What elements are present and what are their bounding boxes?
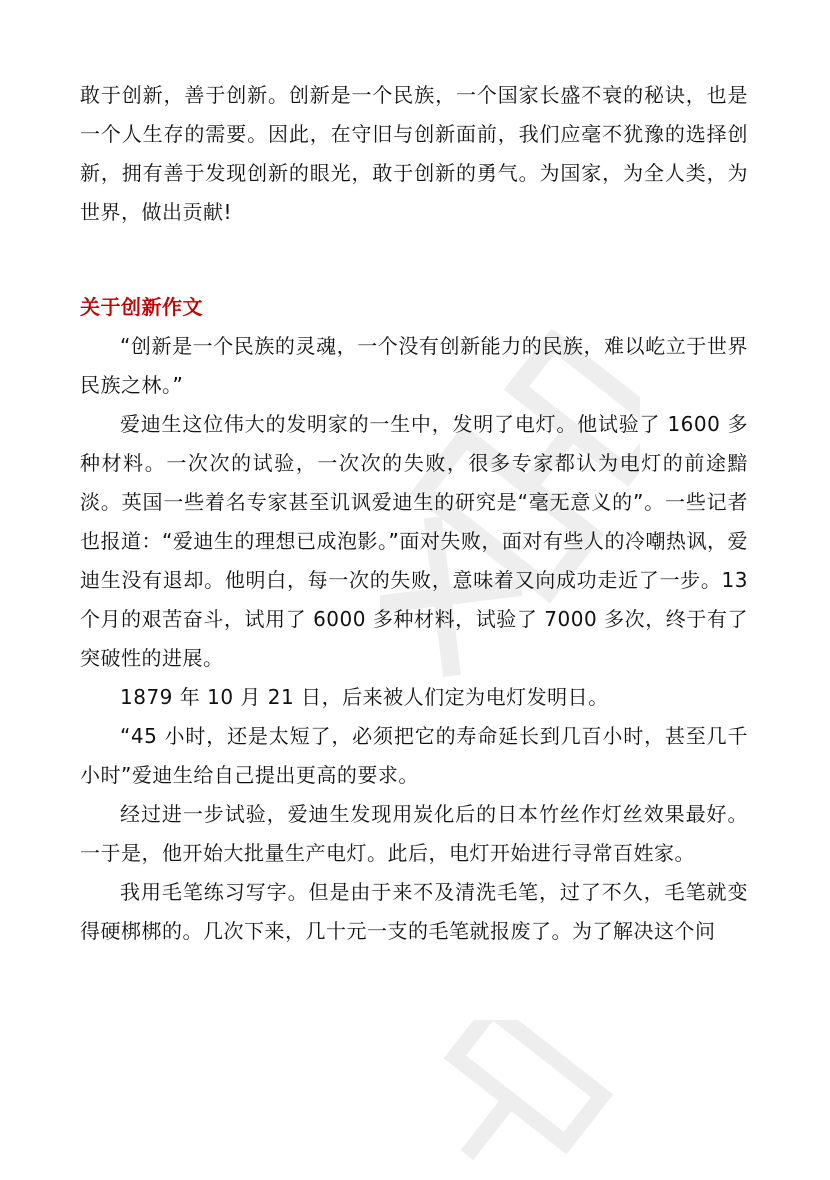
section-gap xyxy=(80,232,748,288)
intro-paragraph: 敢于创新，善于创新。创新是一个民族，一个国家长盛不衰的秘诀，也是一个人生存的需要。因此，在守旧与创新面前，我们应毫不犹豫的选择创新，拥有善于发现创新的眼光，敢于创新的勇气。为国家，为全人类，为世界，做出贡献! xyxy=(80,83,748,224)
body-paragraph-bamboo: 经过进一步试验，爱迪生发现用炭化后的日本竹丝作灯丝效果最好。一于是，他开始大批量生产电灯。此后，电灯开始进行寻常百姓家。 xyxy=(80,802,748,865)
body-paragraph-date: 1879 年 10 月 21 日，后来被人们定为电灯发明日。 xyxy=(120,685,609,709)
body-paragraph-hours: “45 小时，还是太短了，必须把它的寿命延长到几百小时，甚至几千小时”爱迪生给自己提出更高的要求。 xyxy=(80,724,748,787)
document-page xyxy=(80,76,748,951)
body-paragraph-edison: 爱迪生这位伟大的发明家的一生中，发明了电灯。他试验了 1600 多种材料。一次次的试验，一次次的失败，很多专家都认为电灯的前途黯淡。英国一些着名专家甚至讥讽爱迪生的研究是“毫无意义的”。一些记者也报道：“爱迪生的理想已成泡影。”面对失败，面对有些人的冷嘲热讽，爱迪生没有退却。他明白，每一次的失败，意味着又向成功走近了一步。13 个月的艰苦奋斗，试用了 6000 多种材料，试验了 7000 多次，终于有了突破性的进展。 xyxy=(80,412,748,670)
body-paragraph-quote: “创新是一个民族的灵魂，一个没有创新能力的民族，难以屹立于世界民族之林。” xyxy=(80,334,748,397)
watermark-graphic-bottom xyxy=(390,1020,630,1180)
section-heading: 关于创新作文 xyxy=(80,295,203,319)
body-paragraph-brush: 我用毛笔练习写字。但是由于来不及清洗毛笔，过了不久，毛笔就变得硬梆梆的。几次下来，几十元一支的毛笔就报废了。为了解决这个问 xyxy=(80,880,748,943)
